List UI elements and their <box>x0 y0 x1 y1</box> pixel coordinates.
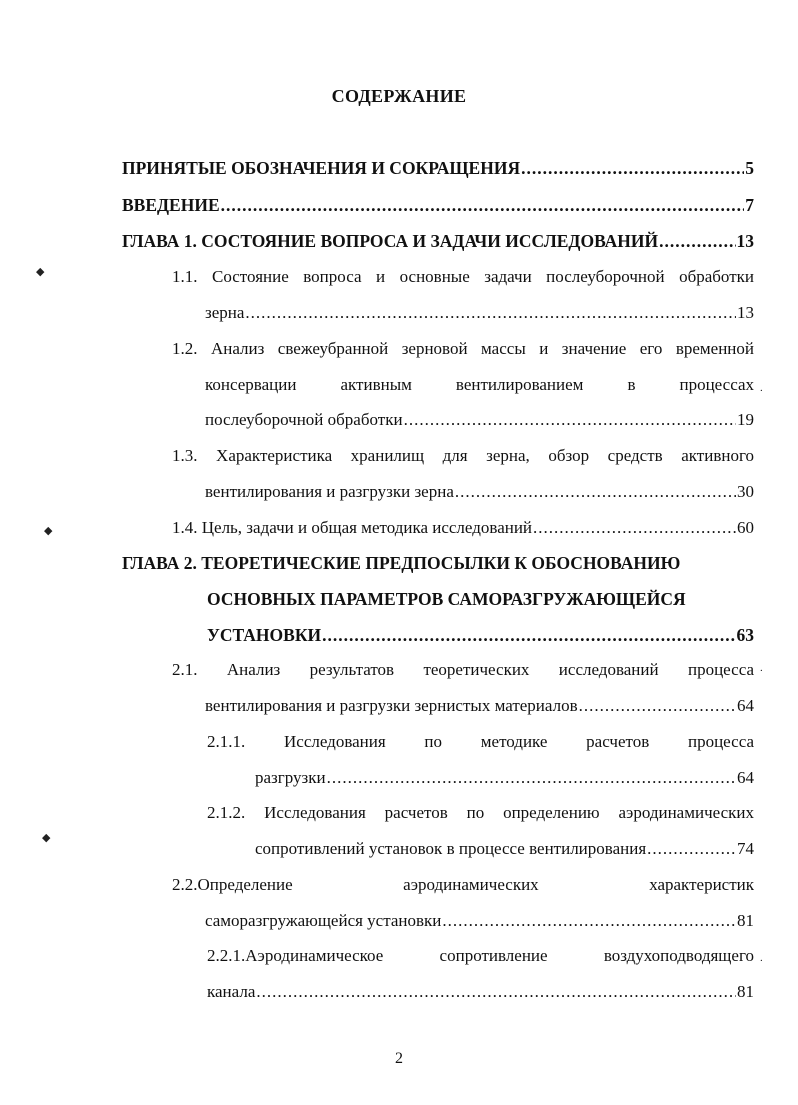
toc-entry-1-1-line1: 1.1. Состояние вопроса и основные задачи послеуборочной обработки <box>172 267 754 286</box>
toc-entry-2-2-1-line1: 2.2.1.Аэродинамическое сопротивление воздухоподводящего <box>207 946 754 965</box>
toc-entry-2-1-2-line2: сопротивлений установок в процессе вентилирования ..... 74 <box>255 838 754 860</box>
toc-entry-1-2-line2: консервации активным вентилированием в процессах <box>205 375 754 394</box>
toc-entry-2-2-1-line2: канала ..... 81 <box>207 981 754 1003</box>
toc-entry-2-2-line1: 2.2.Определение аэродинамических характеристик <box>172 875 754 894</box>
toc-entry-introduction: ВВЕДЕНИЕ ..... 7 <box>122 194 754 216</box>
scan-mark: . <box>760 952 763 964</box>
toc-entry-2-1-line1: 2.1. Анализ результатов теоретических исследований процесса <box>172 660 754 679</box>
toc-entry-1-1-line2: зерна ..... 13 <box>205 302 754 324</box>
toc-entry-1-2-line1: 1.2. Анализ свежеубранной зерновой массы и значение его временной <box>172 339 754 358</box>
scan-mark: . <box>760 382 763 394</box>
toc-entry-2-2-line2: саморазгружающейся установки ..... 81 <box>205 910 754 932</box>
scan-mark: ◆ <box>44 525 53 537</box>
toc-entry-1-4: 1.4. Цель, задачи и общая методика исследований ..... 60 <box>172 517 754 539</box>
toc-entry-1-3-line1: 1.3. Характеристика хранилищ для зерна, обзор средств активного <box>172 446 754 465</box>
toc-entry-chapter-2-line3: УСТАНОВКИ ..... 63 <box>207 624 754 646</box>
toc-entry-1-2-line3: послеуборочной обработки ..... 19 <box>205 409 754 431</box>
toc-entry-2-1-1-line1: 2.1.1. Исследования по методике расчетов процесса <box>207 732 754 751</box>
toc-entry-1-3-line2: вентилирования и разгрузки зерна ..... 30 <box>205 481 754 503</box>
toc-entry-chapter-2-line2: ОСНОВНЫХ ПАРАМЕТРОВ САМОРАЗГРУЖАЮЩЕЙСЯ <box>207 589 686 609</box>
toc-entry-chapter-1: ГЛАВА 1. СОСТОЯНИЕ ВОПРОСА И ЗАДАЧИ ИССЛЕДОВАНИЙ ..... 13 <box>122 230 754 252</box>
page-number: 2 <box>395 1050 403 1067</box>
toc-entry-2-1-1-line2: разгрузки ..... 64 <box>255 767 754 789</box>
toc-entry-abbreviations: ПРИНЯТЫЕ ОБОЗНАЧЕНИЯ И СОКРАЩЕНИЯ ..... 5 <box>122 157 754 179</box>
toc-entry-2-1-2-line1: 2.1.2. Исследования расчетов по определению аэродинамических <box>207 803 754 822</box>
toc-entry-chapter-2-line1: ГЛАВА 2. ТЕОРЕТИЧЕСКИЕ ПРЕДПОСЫЛКИ К ОБОСНОВАНИЮ <box>122 553 681 573</box>
toc-heading: СОДЕРЖАНИЕ <box>331 86 467 106</box>
scan-mark: . <box>760 662 763 674</box>
scan-mark: ◆ <box>42 832 51 844</box>
scan-mark: ◆ <box>36 266 45 278</box>
toc-entry-2-1-line2: вентилирования и разгрузки зернистых материалов ..... 64 <box>205 695 754 717</box>
